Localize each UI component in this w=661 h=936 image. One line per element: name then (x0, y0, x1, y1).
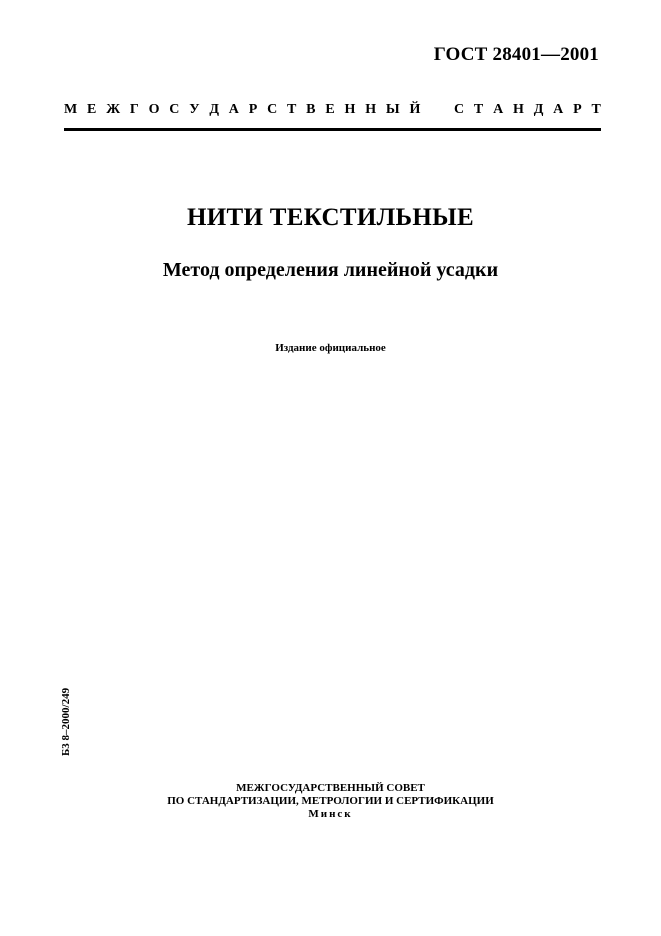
heading-letter: А (493, 102, 504, 117)
heading-letter: Ы (385, 102, 400, 117)
publisher-block (0, 782, 661, 821)
heading-letter: Й (409, 102, 421, 117)
document-subtitle: Метод определения линейной усадки (162, 259, 499, 281)
heading-letter: М (64, 102, 78, 117)
heading-letter: В (306, 102, 316, 117)
heading-letter: Н (365, 102, 377, 117)
heading-letter: Д (209, 102, 219, 117)
heading-letter: Т (473, 102, 484, 117)
header-rule (64, 128, 601, 131)
heading-letter: А (228, 102, 239, 117)
heading-letter: Т (591, 102, 601, 117)
document-title: НИТИ ТЕКСТИЛЬНЫЕ (187, 204, 474, 231)
heading-letter: Е (325, 102, 335, 117)
heading-letter: С (267, 102, 278, 117)
heading-letter: А (553, 102, 564, 117)
heading-letter: Р (248, 102, 258, 117)
heading-letter: Т (287, 102, 297, 117)
heading-letter: Р (573, 102, 582, 117)
margin-code: Б3 8–2000/249 (60, 687, 72, 756)
heading-letter: Н (513, 102, 524, 117)
publisher-line-2: ПО СТАНДАРТИЗАЦИИ, МЕТРОЛОГИИ И СЕРТИФИКАЦИИ (167, 795, 494, 807)
heading-letter: О (148, 102, 160, 117)
heading-letter: У (189, 102, 200, 117)
standard-kind-heading (64, 102, 601, 118)
standard-number: ГОСТ 28401—2001 (433, 44, 599, 65)
heading-letter: Н (344, 102, 356, 117)
heading-letter: Е (87, 102, 97, 117)
heading-letter: Г (129, 102, 139, 117)
heading-letter: С (169, 102, 180, 117)
heading-letter: Д (533, 102, 544, 117)
publisher-line-1: МЕЖГОСУДАРСТВЕННЫЙ СОВЕТ (236, 782, 425, 794)
heading-letter: С (453, 102, 465, 117)
publisher-city: Минск (308, 808, 353, 820)
edition-note: Издание официальное (275, 342, 386, 354)
heading-letter: Ж (106, 102, 121, 117)
